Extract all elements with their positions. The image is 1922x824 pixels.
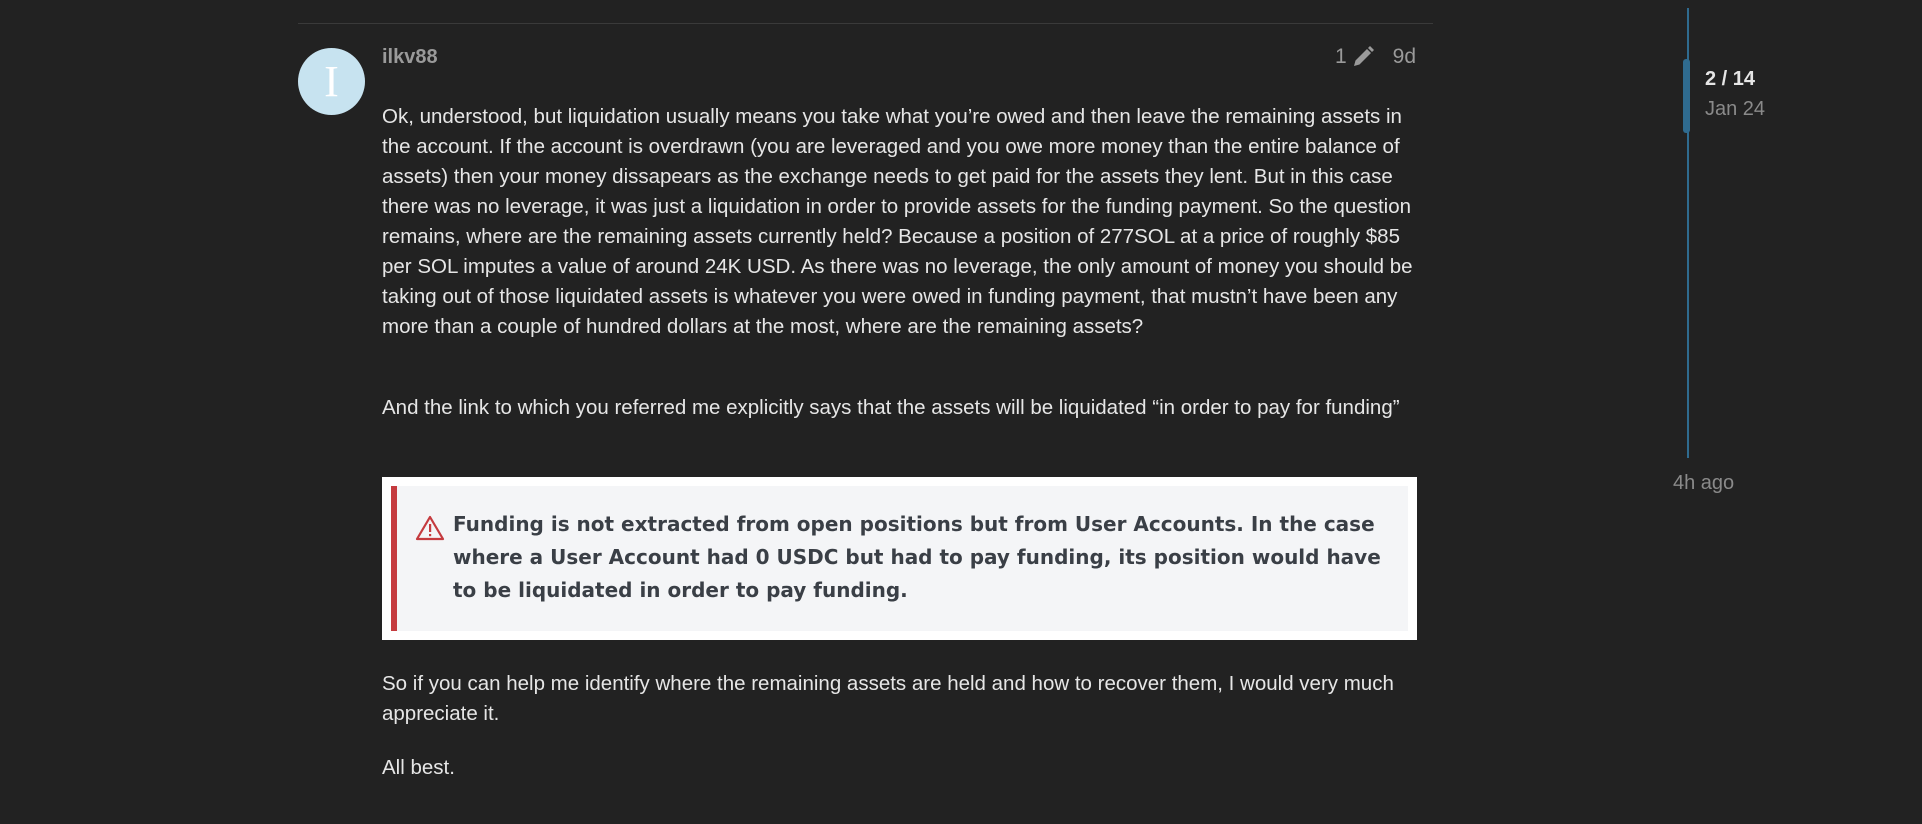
timeline-handle[interactable] bbox=[1683, 59, 1690, 133]
avatar[interactable] bbox=[298, 48, 365, 115]
post-username[interactable]: ilkv88 bbox=[382, 46, 438, 68]
edit-count[interactable]: 1 bbox=[1334, 45, 1347, 68]
post-paragraph: All best. bbox=[382, 756, 455, 779]
warning-callout bbox=[391, 486, 1408, 631]
avatar-letter: I bbox=[324, 56, 339, 106]
post-age[interactable]: 9d bbox=[1392, 45, 1416, 68]
timeline-position: 2 / 14 bbox=[1705, 68, 1756, 90]
quoted-screenshot[interactable] bbox=[382, 477, 1417, 640]
pencil-icon[interactable] bbox=[1351, 45, 1375, 69]
post-meta bbox=[1300, 45, 1416, 69]
warning-icon bbox=[415, 514, 445, 542]
callout-text: Funding is not extracted from open positions but from User Accounts. In the case where a User Account had 0 USDC but had to pay funding, its position would have to be liquidated in order to pay funding. bbox=[453, 512, 1381, 602]
timeline-date: Jan 24 bbox=[1705, 98, 1766, 120]
timeline-end-date[interactable]: 4h ago bbox=[1673, 472, 1735, 494]
post-paragraph: So if you can help me identify where the remaining assets are held and how to recover them, I would very much appreciate it. bbox=[382, 672, 1394, 725]
post-paragraph: Ok, understood, but liquidation usually means you take what you’re owed and then leave the remaining assets in the account. If the account is overdrawn (you are leveraged and you owe more money than the entire balance of assets) then your money dissapears as the exchange needs to get paid for the assets they lent. But in this case there was no leverage, it was just a liquidation in order to provide assets for the funding payment. So the question remains, where are the remaining assets currently held? Because a position of 277SOL at a price of roughly $85 per SOL imputes a value of around 24K USD. As there was no leverage, the only amount of money you should be taking out of those liquidated assets is whatever you were owed in funding payment, that mustn’t have been any more than a couple of hundred dollars at the most, where are the remaining assets? bbox=[382, 105, 1413, 338]
post-paragraph: And the link to which you referred me explicitly says that the assets will be liquidated “in order to pay for funding” bbox=[382, 396, 1400, 419]
post-divider bbox=[298, 23, 1433, 24]
